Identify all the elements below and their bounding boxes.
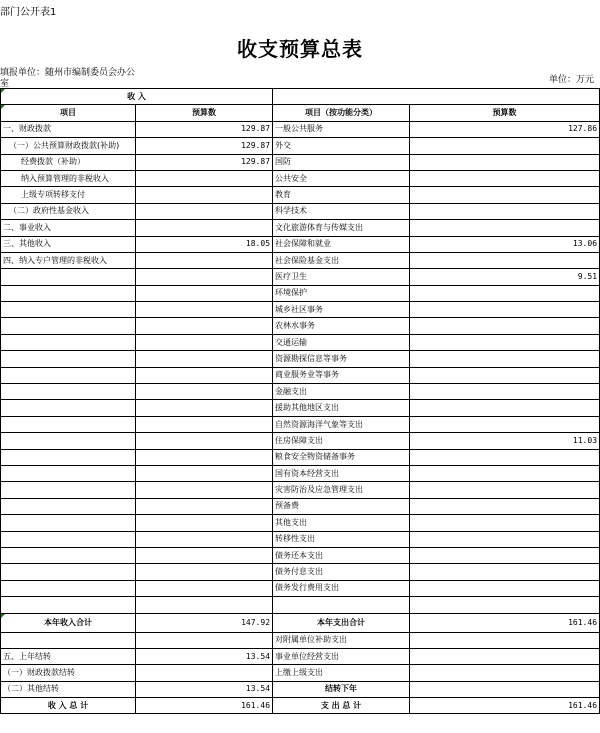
column-header-row	[1, 105, 600, 121]
expense-value	[410, 187, 600, 203]
expense-item: 上缴上级支出	[273, 665, 410, 681]
income-value	[136, 580, 273, 596]
income-value	[136, 400, 273, 416]
expense-value	[410, 580, 600, 596]
expense-value	[410, 449, 600, 465]
income-value: 18.05	[136, 236, 273, 252]
expense-item: 国防	[273, 154, 410, 170]
col-budget2: 预算数	[410, 105, 600, 121]
expense-value	[410, 203, 600, 219]
income-item	[1, 269, 136, 285]
expense-item: 交通运输	[273, 334, 410, 350]
table-row	[1, 531, 600, 547]
income-value	[136, 384, 273, 400]
income-header: 收 入	[1, 89, 273, 105]
income-item: 上级专项转移支付	[1, 187, 136, 203]
expense-value	[410, 302, 600, 318]
income-value	[136, 449, 273, 465]
table-row	[1, 564, 600, 580]
table-row	[1, 138, 600, 154]
expenditure-header	[273, 89, 600, 105]
table-row	[1, 203, 600, 219]
income-item	[1, 433, 136, 449]
expense-value	[410, 632, 600, 648]
expense-value	[410, 285, 600, 301]
expense-item: 医疗卫生	[273, 269, 410, 285]
expense-value	[410, 465, 600, 481]
income-value	[136, 351, 273, 367]
income-item: 经费拨款（补助）	[1, 154, 136, 170]
income-item	[1, 632, 136, 648]
income-item: 二、事业收入	[1, 220, 136, 236]
table-row	[1, 515, 600, 531]
income-value	[136, 433, 273, 449]
expense-item: 其他支出	[273, 515, 410, 531]
expense-value	[410, 384, 600, 400]
expense-item: 文化旅游体育与传媒支出	[273, 220, 410, 236]
income-value	[136, 498, 273, 514]
expense-value	[410, 665, 600, 681]
expense-item: 粮食安全物资储备事务	[273, 449, 410, 465]
expense-value	[410, 334, 600, 350]
grand-expense-label: 支 出 总 计	[273, 698, 410, 714]
income-total-value: 147.92	[136, 613, 273, 632]
table-row	[1, 400, 600, 416]
expense-item: 转移性支出	[273, 531, 410, 547]
expense-item: 金融支出	[273, 384, 410, 400]
income-value	[136, 465, 273, 481]
income-item	[1, 597, 136, 613]
table-row	[1, 318, 600, 334]
income-item	[1, 416, 136, 432]
income-item	[1, 400, 136, 416]
income-value	[136, 564, 273, 580]
income-item	[1, 580, 136, 596]
income-value	[136, 597, 273, 613]
income-item	[1, 351, 136, 367]
income-value	[136, 547, 273, 563]
expense-item: 一般公共服务	[273, 121, 410, 137]
expense-item: 资源勘探信息等事务	[273, 351, 410, 367]
expense-value	[410, 170, 600, 186]
table-row	[1, 597, 600, 613]
income-item	[1, 482, 136, 498]
expense-item	[273, 597, 410, 613]
expense-total-value: 161.46	[410, 613, 600, 632]
expense-item: 城乡社区事务	[273, 302, 410, 318]
expense-item: 自然资源海洋气象等支出	[273, 416, 410, 432]
income-item: 五、上年结转	[1, 648, 136, 664]
expense-item: 预备费	[273, 498, 410, 514]
expense-value	[410, 482, 600, 498]
grand-income-label: 收 入 总 计	[1, 698, 136, 714]
expense-value: 9.51	[410, 269, 600, 285]
expense-item: 事业单位经营支出	[273, 648, 410, 664]
income-item	[1, 318, 136, 334]
income-value	[136, 665, 273, 681]
income-value	[136, 416, 273, 432]
expense-item: 对附属单位补助支出	[273, 632, 410, 648]
income-value	[136, 482, 273, 498]
table-row	[1, 220, 600, 236]
reporting-unit: 填报单位：随州市编制委员会办公室	[0, 68, 136, 89]
expense-item: 科学技术	[273, 203, 410, 219]
income-value	[136, 269, 273, 285]
income-item	[1, 449, 136, 465]
table-row	[1, 547, 600, 563]
table-row	[1, 367, 600, 383]
expense-value	[410, 681, 600, 697]
income-item: 三、其他收入	[1, 236, 136, 252]
income-item: （一）财政拨款结转	[1, 665, 136, 681]
table-row	[1, 170, 600, 186]
grand-income-value: 161.46	[136, 698, 273, 714]
expense-value: 11.03	[410, 433, 600, 449]
expense-item: 债务还本支出	[273, 547, 410, 563]
expense-item: 商业服务业等事务	[273, 367, 410, 383]
table-row	[1, 681, 600, 697]
grand-expense-value: 161.46	[410, 698, 600, 714]
income-value	[136, 632, 273, 648]
table-row	[1, 648, 600, 664]
table-row	[1, 302, 600, 318]
income-value: 13.54	[136, 681, 273, 697]
expense-value	[410, 515, 600, 531]
income-total-label: 本年收入合计	[1, 613, 136, 632]
income-item: （二）政府性基金收入	[1, 203, 136, 219]
expense-item: 农林水事务	[273, 318, 410, 334]
col-item: 项目	[1, 105, 136, 121]
expense-value	[410, 318, 600, 334]
income-item: （二）其他结转	[1, 681, 136, 697]
expense-value	[410, 648, 600, 664]
income-item: 一、财政拨款	[1, 121, 136, 137]
expense-item: 援助其他地区支出	[273, 400, 410, 416]
table-row	[1, 269, 600, 285]
table-row	[1, 285, 600, 301]
income-item	[1, 515, 136, 531]
income-value	[136, 531, 273, 547]
expense-item: 灾害防治及应急管理支出	[273, 482, 410, 498]
totals-row	[1, 613, 600, 632]
budget-table	[0, 88, 600, 714]
income-item	[1, 465, 136, 481]
income-item: （一）公共预算财政拨款(补助)	[1, 138, 136, 154]
expense-item: 国有资本经营支出	[273, 465, 410, 481]
expense-value	[410, 367, 600, 383]
table-row	[1, 449, 600, 465]
table-row	[1, 154, 600, 170]
expense-value	[410, 138, 600, 154]
expense-value	[410, 564, 600, 580]
income-item	[1, 367, 136, 383]
expense-value	[410, 597, 600, 613]
expense-item: 环境保护	[273, 285, 410, 301]
income-item	[1, 334, 136, 350]
income-value	[136, 515, 273, 531]
expense-value	[410, 498, 600, 514]
income-value	[136, 252, 273, 268]
table-row	[1, 580, 600, 596]
income-value: 129.87	[136, 154, 273, 170]
expense-item: 教育	[273, 187, 410, 203]
income-item: 纳入预算管理的非税收入	[1, 170, 136, 186]
income-value	[136, 302, 273, 318]
expense-item: 债务发行费用支出	[273, 580, 410, 596]
sheet-tag: 部门公开表1	[0, 7, 57, 18]
table-row	[1, 121, 600, 137]
income-item	[1, 302, 136, 318]
table-row	[1, 632, 600, 648]
expense-value	[410, 416, 600, 432]
grand-total-row	[1, 698, 600, 714]
income-value	[136, 220, 273, 236]
expense-value	[410, 252, 600, 268]
expense-total-label: 本年支出合计	[273, 613, 410, 632]
table-row	[1, 384, 600, 400]
table-row	[1, 236, 600, 252]
income-item	[1, 531, 136, 547]
col-item-func: 项目（按功能分类）	[273, 105, 410, 121]
table-row	[1, 351, 600, 367]
expense-value: 127.86	[410, 121, 600, 137]
income-item	[1, 564, 136, 580]
income-item	[1, 547, 136, 563]
expense-item: 结转下年	[273, 681, 410, 697]
page-title: 收支预算总表	[237, 37, 363, 61]
income-value	[136, 334, 273, 350]
income-value	[136, 187, 273, 203]
table-row	[1, 252, 600, 268]
expense-item: 公共安全	[273, 170, 410, 186]
table-row	[1, 498, 600, 514]
income-item: 四、纳入专户管理的非税收入	[1, 252, 136, 268]
table-row	[1, 433, 600, 449]
income-value	[136, 170, 273, 186]
income-value	[136, 285, 273, 301]
expense-value	[410, 154, 600, 170]
table-row	[1, 187, 600, 203]
expense-item: 社会保险基金支出	[273, 252, 410, 268]
col-budget: 预算数	[136, 105, 273, 121]
income-item	[1, 285, 136, 301]
table-row	[1, 465, 600, 481]
income-item	[1, 384, 136, 400]
expense-value	[410, 351, 600, 367]
expense-item: 社会保障和就业	[273, 236, 410, 252]
income-value	[136, 318, 273, 334]
table-row	[1, 482, 600, 498]
expense-value	[410, 220, 600, 236]
income-value: 129.87	[136, 138, 273, 154]
income-item	[1, 498, 136, 514]
expense-value	[410, 547, 600, 563]
expense-value	[410, 531, 600, 547]
expense-item: 外交	[273, 138, 410, 154]
table-row	[1, 416, 600, 432]
table-row	[1, 334, 600, 350]
income-value	[136, 367, 273, 383]
income-value: 129.87	[136, 121, 273, 137]
income-value: 13.54	[136, 648, 273, 664]
expense-item: 住房保障支出	[273, 433, 410, 449]
section-header-row	[1, 89, 600, 105]
currency-unit: 单位：万元	[548, 75, 594, 85]
expense-value: 13.06	[410, 236, 600, 252]
income-value	[136, 203, 273, 219]
expense-item: 债务付息支出	[273, 564, 410, 580]
expense-value	[410, 400, 600, 416]
table-row	[1, 665, 600, 681]
